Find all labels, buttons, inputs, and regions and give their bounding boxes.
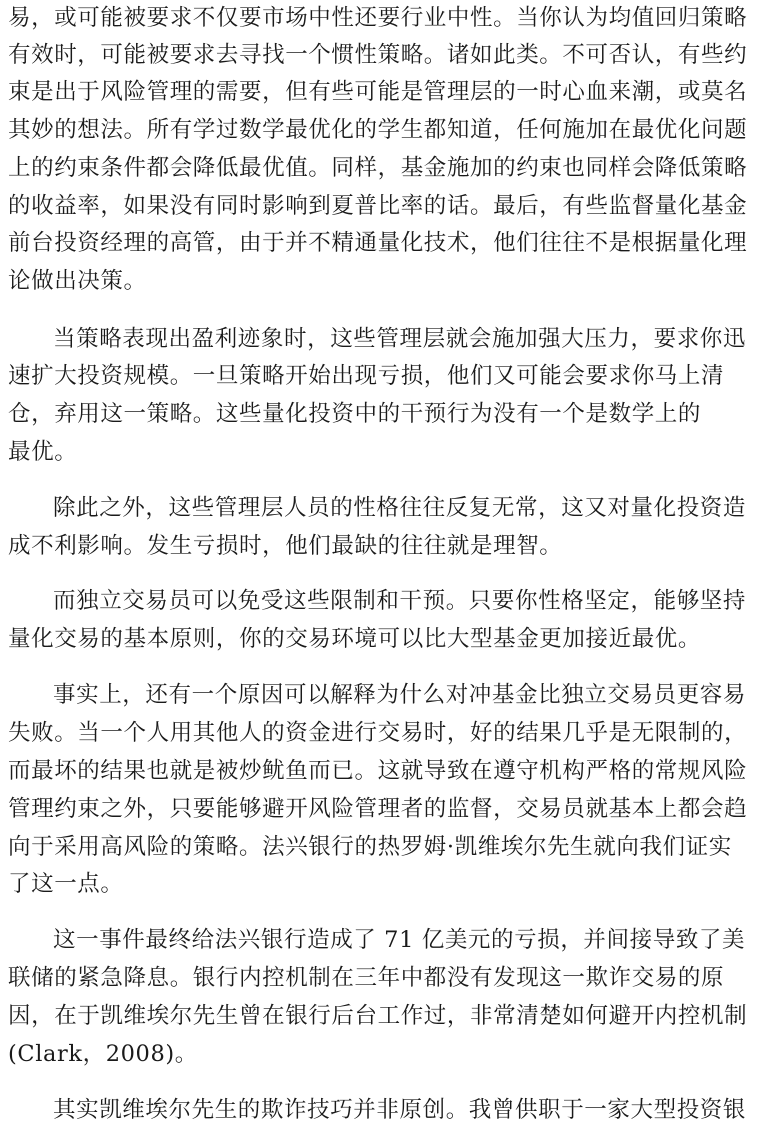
text-line: 因，在于凯维埃尔先生曾在银行后台工作过，非常清楚如何避开内控机制 bbox=[8, 1003, 748, 1029]
paragraph-first-line: 除此之外，这些管理层人员的性格往往反复无常，这又对量化投资造 bbox=[53, 495, 747, 521]
text-line: 了这一点。 bbox=[8, 871, 124, 897]
text-line: 束是出于风险管理的需要，但有些可能是管理层的一时心血来潮，或莫名 bbox=[8, 79, 748, 105]
text-line: 的收益率，如果没有同时影响到夏普比率的话。最后，有些监督量化基金 bbox=[8, 193, 748, 219]
paragraph-first-line: 事实上，还有一个原因可以解释为什么对冲基金比独立交易员更容易 bbox=[53, 682, 747, 708]
text-line: 失败。当一个人用其他人的资金进行交易时，好的结果几乎是无限制的， bbox=[8, 720, 748, 746]
text-line: 向于采用高风险的策略。法兴银行的热罗姆·凯维埃尔先生就向我们证实 bbox=[8, 834, 732, 860]
text-line: 速扩大投资规模。一旦策略开始出现亏损，他们又可能会要求你马上清 bbox=[8, 363, 725, 389]
text-line: 量化交易的基本原则，你的交易环境可以比大型基金更加接近最优。 bbox=[8, 626, 702, 652]
paragraph-first-line: 其实凯维埃尔先生的欺诈技巧并非原创。我曾供职于一家大型投资银 bbox=[53, 1097, 747, 1123]
text-line: 仓，弃用这一策略。这些量化投资中的干预行为没有一个是数学上的 bbox=[8, 401, 702, 427]
text-line: 其妙的想法。所有学过数学最优化的学生都知道，任何施加在最优化问题 bbox=[8, 117, 748, 143]
text-line: (Clark，2008)。 bbox=[8, 1041, 198, 1067]
paragraph-first-line: 这一事件最终给法兴银行造成了 71 亿美元的亏损，并间接导致了美 bbox=[53, 927, 746, 953]
text-line: 最优。 bbox=[8, 439, 78, 465]
text-line: 管理约束之外，只要能够避开风险管理者的监督，交易员就基本上都会趋 bbox=[8, 796, 748, 822]
text-line: 成不利影响。发生亏损时，他们最缺的往往就是理智。 bbox=[8, 533, 563, 559]
text-line: 前台投资经理的高管，由于并不精通量化技术，他们往往不是根据量化理 bbox=[8, 230, 748, 256]
paragraph-first-line: 当策略表现出盈利迹象时，这些管理层就会施加强大压力，要求你迅 bbox=[53, 326, 747, 352]
text-line: 而最坏的结果也就是被炒鱿鱼而已。这就导致在遵守机构严格的常规风险 bbox=[8, 758, 748, 784]
text-line: 易，或可能被要求不仅要市场中性还要行业中性。当你认为均值回归策略 bbox=[8, 5, 748, 31]
text-line: 有效时，可能被要求去寻找一个惯性策略。诸如此类。不可否认，有些约 bbox=[8, 42, 748, 68]
text-line: 联储的紧急降息。银行内控机制在三年中都没有发现这一欺诈交易的原 bbox=[8, 965, 725, 991]
text-line: 论做出决策。 bbox=[8, 268, 147, 294]
paragraph-first-line: 而独立交易员可以免受这些限制和干预。只要你性格坚定，能够坚持 bbox=[53, 588, 747, 614]
text-line: 上的约束条件都会降低最优值。同样，基金施加的约束也同样会降低策略 bbox=[8, 155, 748, 181]
